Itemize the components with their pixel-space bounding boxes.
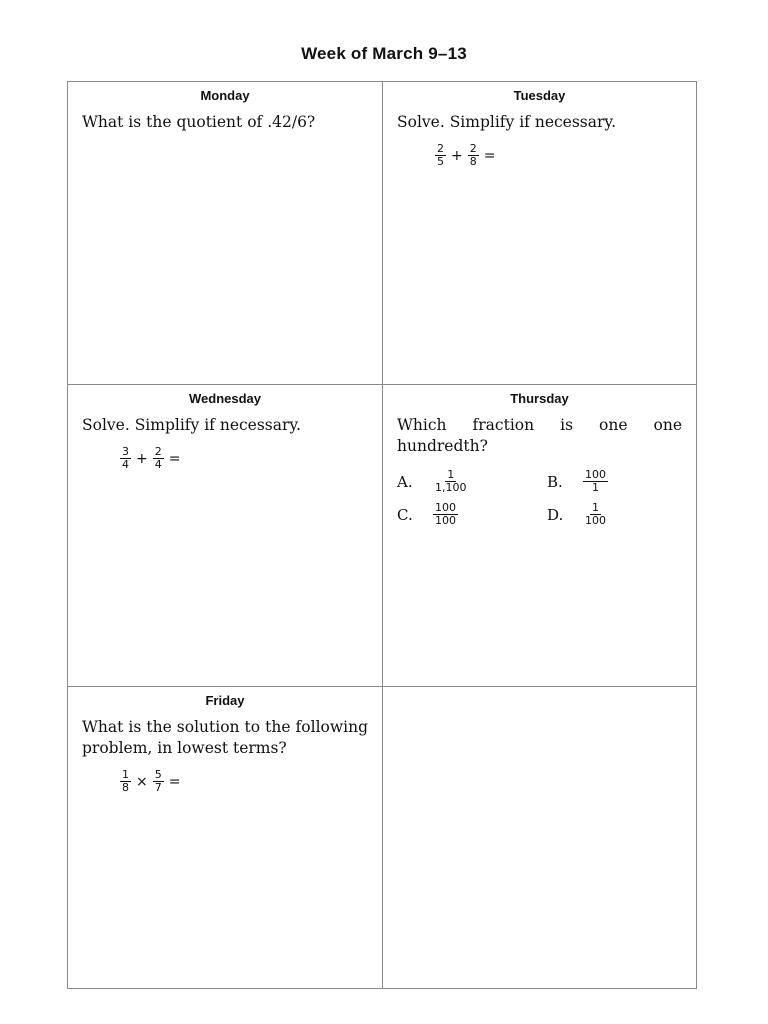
denominator: 8	[469, 155, 477, 168]
operator: +	[136, 450, 148, 467]
choice-d	[547, 502, 697, 527]
equals-sign: =	[168, 450, 181, 467]
friday-expression	[120, 769, 368, 794]
fraction	[433, 469, 469, 494]
denominator: 8	[122, 781, 129, 794]
day-heading-monday: Monday	[200, 88, 250, 103]
day-heading-thursday: Thursday	[510, 391, 569, 406]
tuesday-cell	[382, 82, 696, 384]
denominator: 1,100	[435, 481, 467, 494]
tuesday-question: Solve. Simplify if necessary.	[397, 113, 617, 131]
day-heading-tuesday: Tuesday	[513, 88, 566, 103]
empty-cell	[382, 686, 696, 988]
fraction	[153, 446, 164, 471]
week-grid	[67, 81, 697, 989]
denominator: 4	[154, 458, 162, 471]
choice-c	[397, 502, 547, 527]
numerator: 100	[585, 468, 606, 481]
numerator: 3	[122, 445, 129, 458]
day-heading-wednesday: Wednesday	[188, 391, 261, 406]
denominator: 100	[435, 514, 456, 527]
fraction	[153, 769, 164, 794]
friday-question: What is the solution to the following problem, in lowest terms?	[82, 718, 368, 757]
numerator: 2	[437, 142, 444, 155]
operator: ×	[136, 773, 148, 790]
numerator: 1	[122, 768, 129, 781]
thursday-question: Which fraction is one one hundredth?	[397, 416, 682, 455]
choice-letter: D.	[547, 505, 564, 524]
monday-question: What is the quotient of .42/6?	[82, 113, 316, 131]
fraction	[468, 143, 479, 168]
wednesday-question: Solve. Simplify if necessary.	[82, 416, 302, 434]
denominator: 100	[585, 514, 606, 527]
choice-b	[547, 469, 697, 494]
tuesday-expression	[435, 143, 682, 168]
numerator: 100	[435, 501, 456, 514]
numerator: 2	[469, 142, 477, 155]
fraction	[435, 143, 446, 168]
fraction	[583, 469, 608, 494]
numerator: 1	[447, 468, 455, 481]
denominator: 4	[122, 458, 129, 471]
choice-letter: C.	[397, 505, 413, 524]
operator: +	[451, 147, 463, 164]
monday-cell	[68, 82, 382, 384]
equals-sign: =	[168, 773, 181, 790]
fraction	[120, 446, 131, 471]
wednesday-cell	[68, 384, 382, 686]
fraction	[433, 502, 458, 527]
equals-sign: =	[483, 147, 496, 164]
fraction	[583, 502, 608, 527]
answer-choices	[397, 469, 682, 527]
friday-cell	[68, 686, 382, 988]
denominator: 7	[154, 781, 162, 794]
choice-a	[397, 469, 547, 494]
thursday-cell	[382, 384, 696, 686]
numerator: 5	[154, 768, 162, 781]
fraction	[120, 769, 131, 794]
choice-letter: A.	[397, 472, 413, 491]
denominator: 1	[592, 481, 599, 494]
choice-letter: B.	[547, 472, 563, 491]
numerator: 1	[592, 501, 599, 514]
wednesday-expression	[120, 446, 368, 471]
page-title: Week of March 9–13	[301, 44, 467, 63]
day-heading-friday: Friday	[205, 693, 245, 708]
denominator: 5	[437, 155, 444, 168]
numerator: 2	[154, 445, 162, 458]
